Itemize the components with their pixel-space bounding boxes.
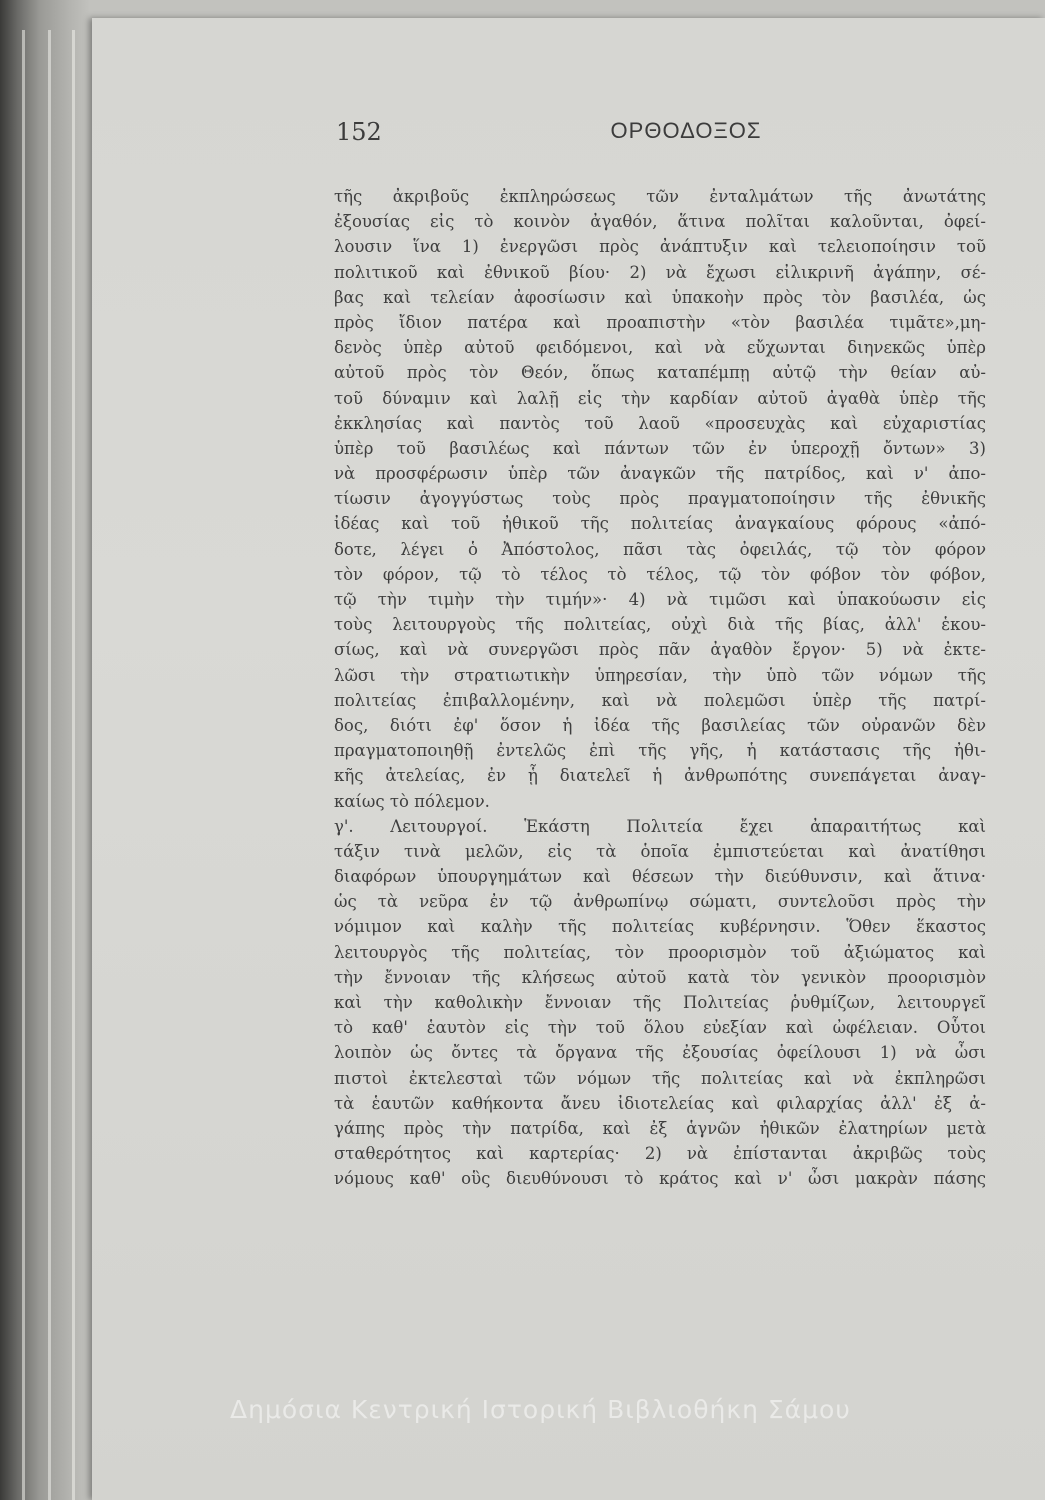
page-edge <box>48 30 51 1500</box>
text-line: λειτουργὸς τῆς πολιτείας, τὸν προορισμὸν τοῦ ἀξιώματος καὶ <box>334 942 986 962</box>
text-line: λουσιν ἵνα 1) ἐνεργῶσι πρὸς ἀνάπτυξιν καὶ τελειοποίησιν τοῦ <box>334 237 986 257</box>
text-line: γ'. Λειτουργοί. Ἑκάστη Πολιτεία ἔχει ἀπαραιτήτως καὶ <box>334 816 986 836</box>
text-line: πρὸς ἴδιον πατέρα καὶ προαπιστὴν «τὸν βασιλέα τιμᾶτε»,μη- <box>334 312 986 332</box>
text-line: δενὸς ὑπὲρ αὐτοῦ φειδόμενοι, καὶ νὰ εὔχωνται διηνεκῶς ὑπὲρ <box>334 338 986 358</box>
page-number: 152 <box>336 118 382 146</box>
text-line: ἐκκλησίας καὶ παντὸς τοῦ λαοῦ «προσευχὰς καὶ εὐχαριστίας <box>334 413 986 433</box>
text-line: πραγματοποιηθῇ ἐντελῶς ἐπὶ τῆς γῆς, ἡ κατάστασις τῆς ἠθι- <box>334 741 986 761</box>
running-title: ΟΡΘΟΔΟΞΟΣ <box>610 118 762 143</box>
text-line: διαφόρων ὑπουργημάτων καὶ θέσεων τὴν διεύθυνσιν, καὶ ἅτινα· <box>334 867 986 887</box>
text-line: σταθερότητος καὶ καρτερίας· 2) νὰ ἐπίστανται ἀκριβῶς τοὺς <box>334 1144 986 1164</box>
text-line: ἰδέας καὶ τοῦ ἠθικοῦ τῆς πολιτείας ἀναγκαίους φόρους «ἀπό- <box>334 514 986 534</box>
text-line: πολιτείας ἐπιβαλλομένην, καὶ νὰ πολεμῶσι ὑπὲρ τῆς πατρί- <box>334 690 986 710</box>
text-line: τὸν φόρον, τῷ τὸ τέλος τὸ τέλος, τῷ τὸν φόβον τὸν φόβον, <box>334 564 986 584</box>
text-line: γάπης πρὸς τὴν πατρίδα, καὶ ἐξ ἁγνῶν ἠθικῶν ἐλατηρίων μετὰ <box>334 1118 986 1138</box>
text-line: ὡς τὰ νεῦρα ἐν τῷ ἀνθρωπίνῳ σώματι, συντελοῦσι πρὸς τὴν <box>334 892 986 912</box>
text-line: κῆς ἀτελείας, ἐν ᾗ διατελεῖ ἡ ἀνθρωπότης συνεπάγεται ἀναγ- <box>334 766 986 786</box>
text-line: δοτε, λέγει ὁ Ἀπόστολος, πᾶσι τὰς ὀφειλάς, τῷ τὸν φόρον <box>334 539 986 559</box>
page-edge <box>22 30 25 1500</box>
text-line: τίωσιν ἀγογγύστως τοὺς πρὸς πραγματοποίησιν τῆς ἐθνικῆς <box>334 489 986 509</box>
text-line: νόμους καθ' οὓς διευθύνουσι τὸ κράτος καὶ ν' ὦσι μακρὰν πάσης <box>334 1169 986 1189</box>
text-line: αὐτοῦ πρὸς τὸν Θεόν, ὅπως καταπέμπῃ αὐτῷ τὴν θείαν αὐ- <box>334 363 986 383</box>
text-line: τὸ καθ' ἑαυτὸν εἰς τὴν τοῦ ὅλου εὐεξίαν καὶ ὠφέλειαν. Οὗτοι <box>334 1018 986 1038</box>
text-line: τὴν ἔννοιαν τῆς κλήσεως αὐτοῦ κατὰ τὸν γενικὸν προορισμὸν <box>334 967 986 987</box>
text-line: ἐξουσίας εἰς τὸ κοινὸν ἀγαθόν, ἅτινα πολῖται καλοῦνται, ὀφεί- <box>334 212 986 232</box>
library-watermark: Δημόσια Κεντρική Ιστορική Βιβλιοθήκη Σάμου <box>230 1395 851 1424</box>
text-line: βας καὶ τελείαν ἀφοσίωσιν καὶ ὑπακοὴν πρὸς τὸν βασιλέα, ὡς <box>334 287 986 307</box>
text-line: πιστοὶ ἐκτελεσταὶ τῶν νόμων τῆς πολιτείας καὶ νὰ ἐκπληρῶσι <box>334 1068 986 1088</box>
text-line: ὑπὲρ τοῦ βασιλέως καὶ πάντων τῶν ἐν ὑπεροχῇ ὄντων» 3) <box>334 438 986 458</box>
body-text <box>334 184 986 1192</box>
text-line: τὰ ἑαυτῶν καθήκοντα ἄνευ ἰδιοτελείας καὶ φιλαρχίας ἀλλ' ἐξ ἀ- <box>334 1093 986 1113</box>
text-line: λῶσι τὴν στρατιωτικὴν ὑπηρεσίαν, τὴν ὑπὸ τῶν νόμων τῆς <box>334 665 986 685</box>
text-line: τοὺς λειτουργοὺς τῆς πολιτείας, οὐχὶ διὰ τῆς βίας, ἀλλ' ἑκου- <box>334 615 986 635</box>
text-line: τῷ τὴν τιμὴν τὴν τιμήν»· 4) νὰ τιμῶσι καὶ ὑπακούωσιν εἰς <box>334 590 986 609</box>
text-line: τῆς ἀκριβοῦς ἐκπληρώσεως τῶν ἐνταλμάτων τῆς ἀνωτάτης <box>334 187 986 206</box>
text-line: καὶ τὴν καθολικὴν ἔννοιαν τῆς Πολιτείας ῥυθμίζων, λειτουργεῖ <box>334 993 986 1012</box>
page-edge <box>72 30 75 1500</box>
text-line: νόμιμον καὶ καλὴν τῆς πολιτείας κυβέρνησιν. Ὅθεν ἕκαστος <box>334 917 986 937</box>
text-line: νὰ προσφέρωσιν ὑπὲρ τῶν ἀναγκῶν τῆς πατρίδος, καὶ ν' ἀπο- <box>334 464 986 484</box>
text-line: καίως τὸ πόλεμον. <box>334 791 490 811</box>
text-line: δος, διότι ἐφ' ὅσον ἡ ἰδέα τῆς βασιλείας τῶν οὐρανῶν δὲν <box>334 715 986 735</box>
text-line: πολιτικοῦ καὶ ἐθνικοῦ βίου· 2) νὰ ἔχωσι εἰλικρινῆ ἀγάπην, σέ- <box>334 262 986 282</box>
text-line: τάξιν τινὰ μελῶν, εἰς τὰ ὁποῖα ἐμπιστεύεται καὶ ἀνατίθησι <box>334 841 986 861</box>
page-header <box>336 118 976 158</box>
text-line: λοιπὸν ὡς ὄντες τὰ ὄργανα τῆς ἐξουσίας ὀφείλουσι 1) νὰ ὦσι <box>334 1043 986 1063</box>
text-line: σίως, καὶ νὰ συνεργῶσι πρὸς πᾶν ἀγαθὸν ἔργον· 5) νὰ ἐκτε- <box>334 640 986 660</box>
text-line: τοῦ δύναμιν καὶ λαλῇ εἰς τὴν καρδίαν αὐτοῦ ἀγαθὰ ὑπὲρ τῆς <box>334 388 986 408</box>
